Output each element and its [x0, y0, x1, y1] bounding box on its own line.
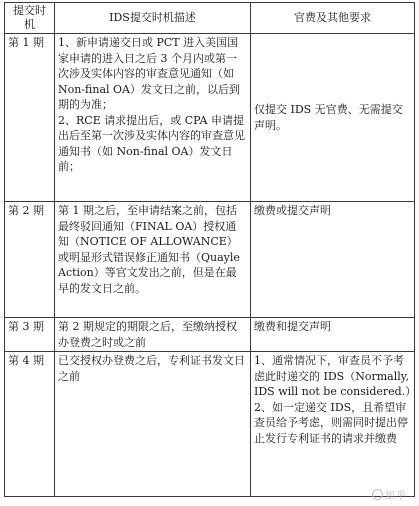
timing-item: 2、RCE 请求提出后，或 CPA 申请提出后至第一次涉及实体内容的审查意见通知书（如 Non-final OA）发文日前； [58, 113, 245, 173]
header-timing: IDS提交时机描述 [55, 3, 251, 34]
timing-item: 1、新申请递交日或 PCT 进入美国国家申请的进入日之后 3 个月内或第一次涉及实体内容的审查意见通知（如 Non-final OA）发文日之前，以后到期的为准； [58, 36, 241, 111]
period-cell: 第 4 期 [5, 352, 55, 497]
fees-cell [251, 318, 415, 352]
header-period: 提交时机 [5, 3, 55, 34]
table-row [5, 34, 415, 202]
fees-cell [251, 34, 415, 202]
fees-cell [251, 202, 415, 318]
header-fees: 官费及其他要求 [251, 3, 415, 34]
ids-timing-table [4, 2, 415, 497]
timing-item: 第 2 期规定的期限之后，至缴纳授权办登费之时或之前 [58, 320, 237, 349]
fees-cell [251, 352, 415, 497]
timing-item: 第 1 期之后，至申请结案之前，包括最终驳回通知（FINAL OA）授权通知（NOTICE OF ALLOWANCE）或明显形式错误修正通知书（Quayle Action）等官文发出之前，但是在最早的发文日之前。 [58, 204, 240, 295]
timing-item: 已交授权办登费之后，专利证书发文日之前 [58, 354, 245, 383]
fees-item: 缴费和提交声明 [254, 320, 331, 333]
period-cell: 第 1 期 [5, 34, 55, 202]
fees-item: 仅提交 IDS 无官费、无需提交声明。 [254, 103, 403, 132]
table-header-row [5, 3, 415, 34]
timing-cell [55, 202, 251, 318]
period-cell: 第 2 期 [5, 202, 55, 318]
ids-timing-table-container [4, 2, 417, 502]
fees-item: 1、通常情况下，审查员不予考虑此时递交的 IDS（Normally, IDS will not be considered.） [254, 354, 417, 398]
table-row [5, 352, 415, 497]
table-row [5, 202, 415, 318]
watermark-logo-icon [372, 489, 383, 500]
timing-cell [55, 318, 251, 352]
watermark-text: 知乎 [385, 491, 407, 502]
fees-item: 缴费或提交声明 [254, 204, 331, 217]
table-row [5, 318, 415, 352]
period-cell: 第 3 期 [5, 318, 55, 352]
timing-cell [55, 34, 251, 202]
fees-item: 2、如一定递交 IDS，且希望审查员给予考虑，则需同时提出停止发行专利证书的请求并缴费 [254, 400, 408, 445]
timing-cell [55, 352, 251, 497]
watermark [372, 487, 407, 502]
